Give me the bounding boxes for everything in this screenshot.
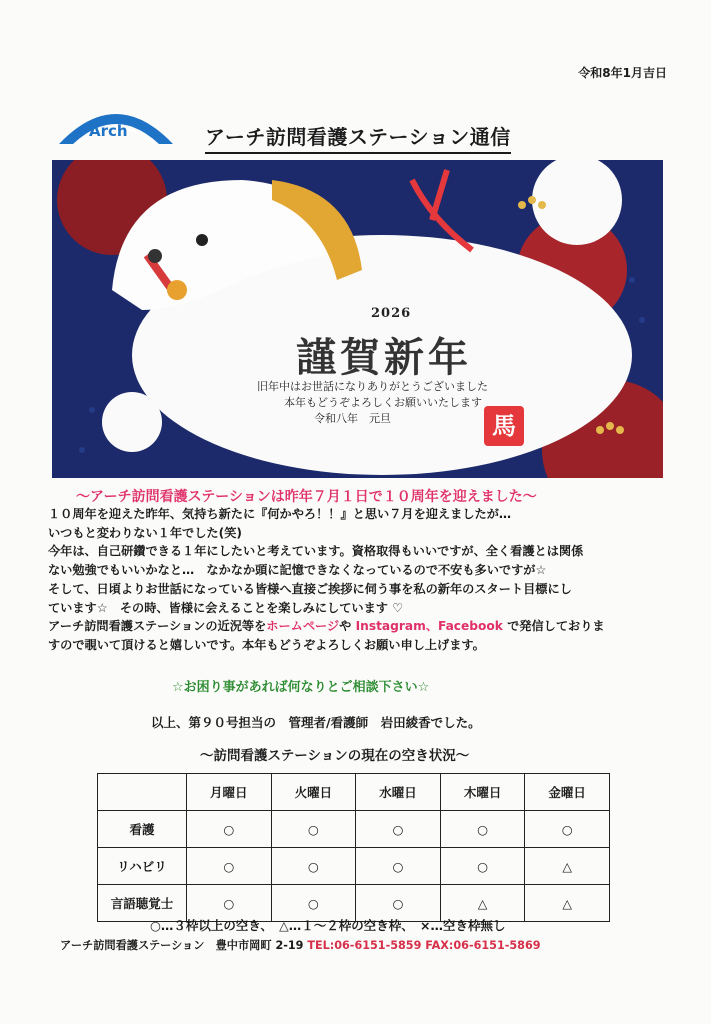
table-cell: ○ xyxy=(356,885,441,922)
table-cell: ○ xyxy=(187,885,272,922)
banner-year: 2026 xyxy=(371,306,412,321)
header-day: 月曜日 xyxy=(187,774,272,811)
table-cell: ○ xyxy=(187,811,272,848)
body-line: すので覗いて頂けると嬉しいです。本年もどうぞよろしくお願い申し上げます。 xyxy=(48,637,485,652)
author-signature: 以上、第９０号担当の 管理者/看護師 岩田綾香でした。 xyxy=(151,715,481,730)
body-line: ない勉強でもいいかなと… なかなか頭に記憶できなくなっているので不安も多いですが☆ xyxy=(48,563,547,578)
heart-icon: ♡ xyxy=(392,600,404,615)
homepage-link[interactable]: ホームページ xyxy=(266,619,340,634)
footer-org: アーチ訪問看護ステーション 豊中市岡町 2-19 xyxy=(60,939,304,952)
sns-links[interactable]: Instagram、Facebook xyxy=(355,619,503,634)
body-text: で発信しておりま xyxy=(502,619,605,634)
row-label: 看護 xyxy=(98,811,187,848)
header-day: 金曜日 xyxy=(525,774,610,811)
body-line xyxy=(48,617,668,636)
header-blank xyxy=(98,774,187,811)
horse-stamp: 馬 xyxy=(484,406,524,446)
table-cell: ○ xyxy=(356,848,441,885)
availability-legend: ○…３枠以上の空き、 △…１～２枠の空き枠、 ×…空き枠無し xyxy=(150,918,506,933)
logo-text: Arch xyxy=(89,122,128,140)
row-label: リハビリ xyxy=(98,848,187,885)
help-message: ☆お困り事があれば何なりとご相談下さい☆ xyxy=(172,680,430,695)
table-cell: ○ xyxy=(356,811,441,848)
banner-greeting: 謹賀新年 xyxy=(296,334,472,381)
table-cell: ○ xyxy=(525,811,610,848)
table-cell: △ xyxy=(525,848,610,885)
availability-title: ～訪問看護ステーションの現在の空き状況～ xyxy=(200,748,470,764)
footer-contact xyxy=(60,937,541,953)
header-day: 水曜日 xyxy=(356,774,441,811)
body-line: そして、日頃よりお世話になっている皆様へ直接ご挨拶に伺う事を私の新年のスタート目標にし xyxy=(48,581,572,596)
body-line: 今年は、自己研鑽できる１年にしたいと考えています。資格取得もいいですが、全く看護とは関係 xyxy=(48,544,584,559)
table-header-row xyxy=(98,774,610,811)
body-text: や xyxy=(339,619,356,634)
new-year-banner xyxy=(52,160,663,478)
footer-tel[interactable]: TEL:06-6151-5859 xyxy=(307,939,422,952)
body-text: ています☆ その時、皆様に会えることを楽しみにしています xyxy=(48,600,388,615)
header-day: 木曜日 xyxy=(440,774,525,811)
table-cell: △ xyxy=(525,885,610,922)
arch-logo xyxy=(55,98,177,148)
table-cell: △ xyxy=(440,885,525,922)
banner-line-2: 本年もどうぞよろしくお願いいたします xyxy=(284,396,482,409)
newsletter-title: アーチ訪問看護ステーション通信 xyxy=(205,121,511,154)
banner-line-1: 旧年中はお世話になりありがとうございました xyxy=(257,380,488,393)
table-row xyxy=(98,848,610,885)
body-line: １０周年を迎えた昨年、気持ち新たに『何かやろ！！』と思い７月を迎えましたが… xyxy=(48,507,512,521)
issue-date: 令和8年1月吉日 xyxy=(578,66,667,80)
row-label: 言語聴覚士 xyxy=(98,885,187,922)
header-day: 火曜日 xyxy=(271,774,356,811)
message-body xyxy=(48,505,668,655)
banner-line-3: 令和八年 元旦 xyxy=(314,412,391,425)
table-cell: ○ xyxy=(187,848,272,885)
body-text: アーチ訪問看護ステーションの近況等を xyxy=(48,619,267,634)
table-cell: ○ xyxy=(271,885,356,922)
anniversary-headline: ～アーチ訪問看護ステーションは昨年７月１日で１０周年を迎えました～ xyxy=(76,489,537,505)
table-cell: ○ xyxy=(440,848,525,885)
table-cell: ○ xyxy=(440,811,525,848)
body-line: いつもと変わりない１年でした(笑) xyxy=(48,525,242,540)
table-cell: ○ xyxy=(271,811,356,848)
table-cell: ○ xyxy=(271,848,356,885)
footer-fax: FAX:06-6151-5869 xyxy=(425,939,541,952)
body-line xyxy=(48,599,668,618)
availability-table xyxy=(97,773,610,922)
table-row xyxy=(98,811,610,848)
